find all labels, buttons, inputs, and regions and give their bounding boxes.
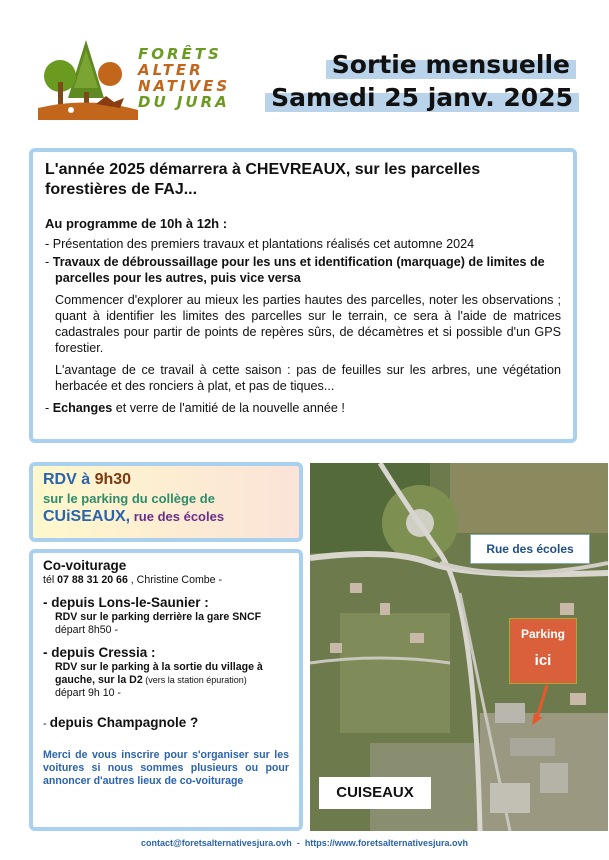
program-item-3: - Echanges et verre de l'amitié de la nouvelle année ! — [45, 401, 345, 415]
rdv-town: CUiSEAUX, — [43, 508, 131, 525]
rdv-time: 9h30 — [94, 471, 132, 488]
footer-email-link[interactable]: contact@foretsalternativesjura.ovh — [140, 838, 292, 848]
map-label-here: ici — [534, 652, 552, 669]
rdv-line-3 — [43, 507, 289, 527]
phone-contact: , Christine Combe - — [127, 574, 223, 586]
program-item-3-rest: et verre de l'amitié de la nouvelle année ! — [112, 401, 345, 415]
program-item-3-bold: Echanges — [52, 401, 113, 415]
from-champagnole-prefix: - — [43, 718, 50, 730]
map-label-street: Rue des écoles — [470, 534, 590, 564]
covoiturage-box — [29, 549, 303, 831]
logo-trees-icon — [38, 38, 138, 120]
footer-separator: - — [291, 838, 305, 848]
from-cressia-title: - depuis Cressia : — [43, 645, 156, 660]
from-cressia-rdv-line — [43, 661, 289, 687]
from-cressia-rdv: RDV sur le parking à la sortie du village à gauche, sur la D2 — [55, 661, 263, 686]
from-lons-rdv: RDV sur le parking derrière la gare SNCF — [55, 611, 262, 623]
header-date: Samedi 25 janv. 2025 — [265, 83, 579, 112]
rdv-prefix: RDV à — [43, 471, 95, 488]
program-item-2: - Travaux de débroussaillage pour les uns et identification (marquage) de limites de parcelles pour les autres, puis vice versa — [45, 255, 545, 285]
program-subtitle: Au programme de 10h à 12h : — [45, 216, 228, 231]
program-item-2-text: Travaux de débroussaillage pour les uns et identification (marquage) de limites de parcelles pour les autres, puis vice versa — [52, 255, 545, 285]
from-champagnole-title: depuis Champagnole ? — [49, 715, 199, 730]
header-title: Sortie mensuelle — [326, 50, 576, 79]
footer-website-link[interactable]: https://www.foretsalternativesjura.ovh — [304, 838, 469, 848]
covoiturage-title: Co-voiturage — [43, 558, 127, 573]
logo-line-3: NATIVES — [138, 77, 231, 95]
logo-line-4: DU JURA — [138, 93, 230, 111]
footer — [0, 838, 609, 848]
rdv-box — [29, 462, 303, 542]
map-label-town: CUISEAUX — [319, 777, 431, 809]
covoiturage-phone-line — [43, 574, 289, 587]
logo-text — [138, 46, 248, 110]
phone-prefix: tél — [43, 574, 58, 586]
from-cressia-departure: départ 9h 10 - — [55, 687, 121, 699]
phone-number: 07 88 31 20 66 — [57, 574, 128, 586]
program-paragraph-1: Commencer d'explorer au mieux les parties hautes des parcelles, noter les observations ; quant à identifier les limites des parcelles sur le terrain, ce sera à l'aide de matrices cadastrales pour partir de points de repères sûrs, de décamètres et si possible d'un GPS forestier. — [55, 293, 561, 355]
rdv-line-2: sur le parking du collège de — [43, 491, 215, 506]
rdv-street: rue des écoles — [130, 509, 225, 524]
program-paragraph-2: L'avantage de ce travail à cette saison : pas de feuilles sur les arbres, une végétation herbacée et des ronciers à plat, et pas de tiques... — [55, 363, 561, 393]
program-box — [29, 148, 577, 443]
rdv-line-1 — [43, 470, 289, 490]
program-title: L'année 2025 démarrera à CHEVREAUX, sur les parcelles forestières de FAJ... — [45, 161, 481, 198]
from-lons-departure: départ 8h50 - — [55, 624, 119, 636]
from-lons-title: - depuis Lons-le-Saunier : — [43, 595, 209, 610]
logo-line-1: FORÊTS — [138, 45, 222, 63]
map-label-parking-text: Parking — [520, 627, 565, 641]
logo-line-2: ALTER — [138, 61, 204, 79]
covoiturage-note: Merci de vous inscrire pour s'organiser sur les voitures si nous sommes plusieurs ou pour annoncer d'autres lieux de co-voiturage — [43, 749, 289, 787]
program-item-1: - Présentation des premiers travaux et plantations réalisés cet automne 2024 — [45, 237, 475, 251]
from-champagnole-line — [43, 714, 289, 733]
map-label-parking — [509, 618, 577, 684]
from-cressia-note: (vers la station épuration) — [142, 675, 247, 685]
